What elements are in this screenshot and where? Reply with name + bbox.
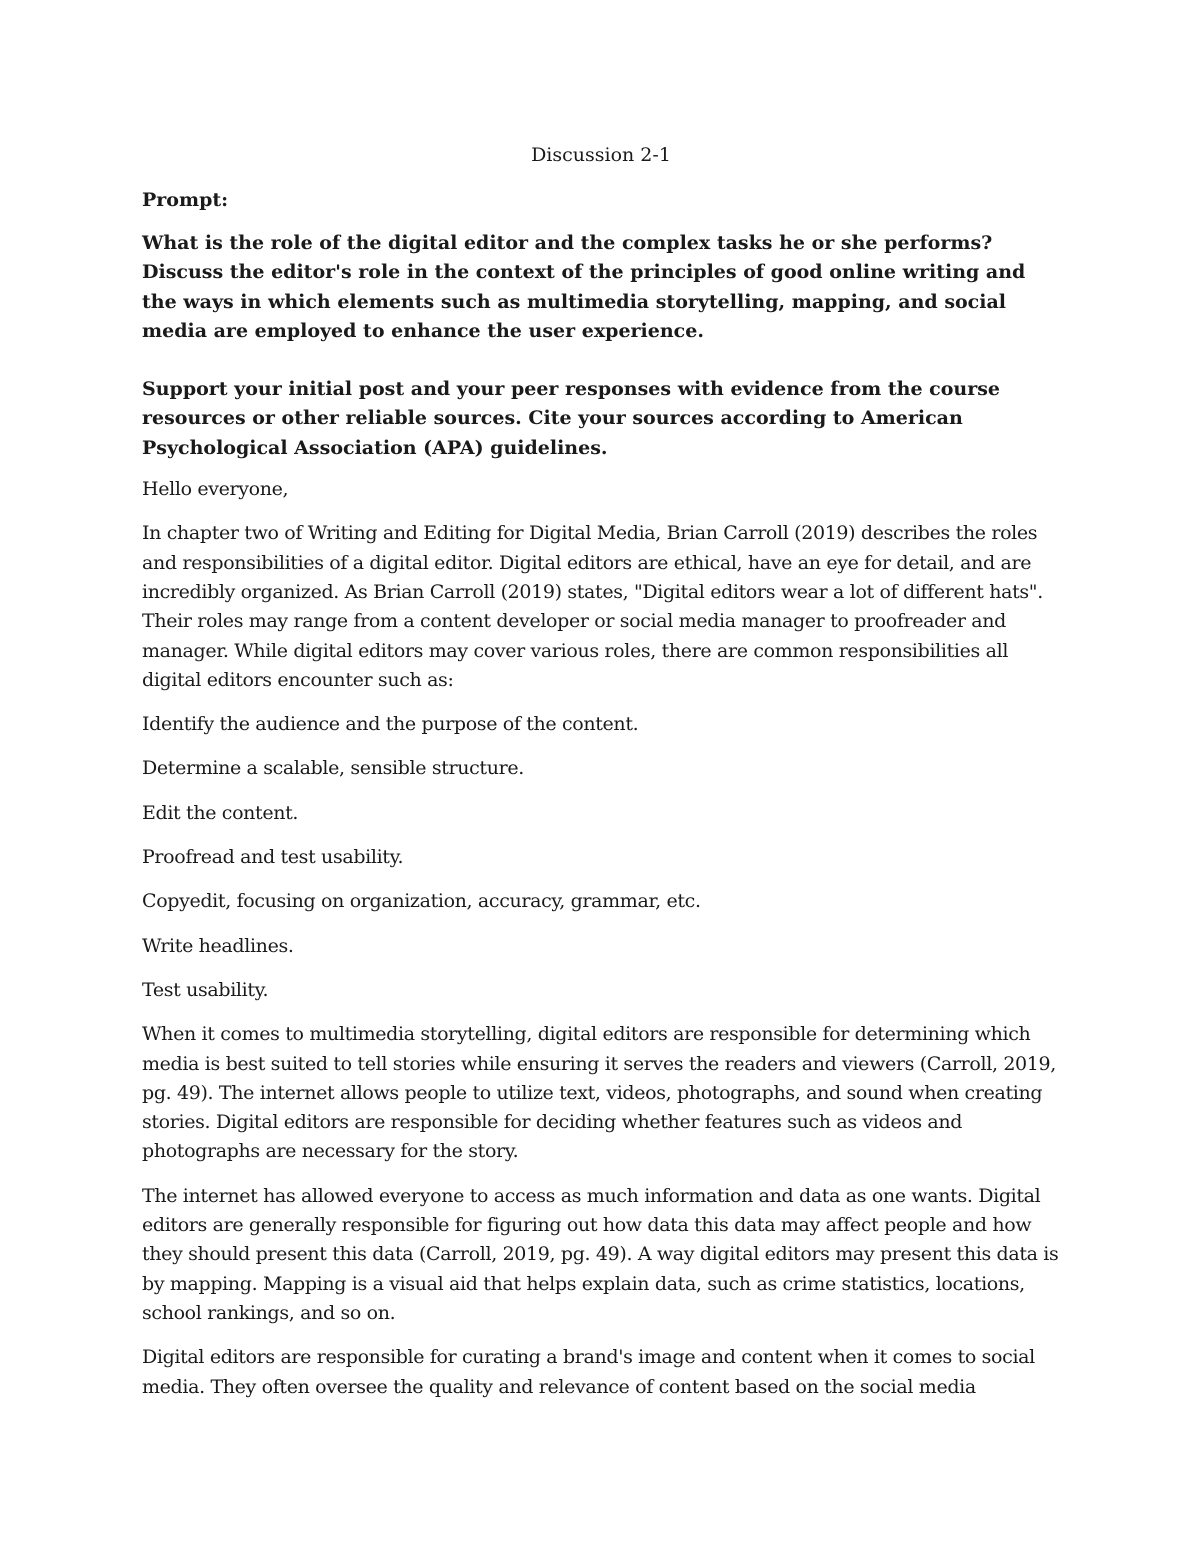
responsibility-item: Test usability.	[142, 978, 269, 1001]
responsibility-item: Identify the audience and the purpose of the content.	[142, 713, 639, 736]
prompt-instructions: Support your initial post and your peer responses with evidence from the course resources or other reliable sources. Cite your sources according to American Psychological Association (APA) guidelines.	[142, 378, 1000, 459]
responsibility-item: Edit the content.	[142, 801, 299, 824]
mapping-paragraph: The internet has allowed everyone to access as much information and data as one wants. Digital editors are generally responsible for figuring out how data this data may affect people and how they should present this data (Carroll, 2019, pg. 49). A way digital editors may present this data is by mapping. Mapping is a visual aid that helps explain data, such as crime statistics, locations, school rankings, and so on.	[142, 1184, 1059, 1324]
prompt-question: What is the role of the digital editor and the complex tasks he or she performs? Discuss the editor's role in the context of the principles of good online writing and the ways in which elements such as multimedia storytelling, mapping, and social media are employed to enhance the user experience.	[142, 232, 1026, 342]
prompt-label: Prompt:	[142, 189, 229, 211]
intro-paragraph: In chapter two of Writing and Editing for Digital Media, Brian Carroll (2019) describes the roles and responsibilities of a digital editor. Digital editors are ethical, have an eye for detail, and are incredibly organized. As Brian Carroll (2019) states, "Digital editors wear a lot of different hats". Their roles may range from a content developer or social media manager to proofreader and manager. While digital editors may cover various roles, there are common responsibilities all digital editors encounter such as:	[142, 522, 1043, 691]
responsibility-item: Determine a scalable, sensible structure.	[142, 757, 524, 780]
document-title: Discussion 2-1	[531, 144, 671, 166]
document-page	[142, 140, 1060, 1417]
responsibility-item: Proofread and test usability.	[142, 846, 404, 869]
multimedia-paragraph: When it comes to multimedia storytelling, digital editors are responsible for determining which media is best suited to tell stories while ensuring it serves the readers and viewers (Carroll, 2019, pg. 49). The internet allows people to utilize text, videos, photographs, and sound when creating stories. Digital editors are responsible for deciding whether features such as videos and photographs are necessary for the story.	[142, 1023, 1056, 1163]
greeting: Hello everyone,	[142, 478, 289, 501]
social-media-paragraph: Digital editors are responsible for curating a brand's image and content when it comes to social media. They often oversee the quality and relevance of content based on the social media	[142, 1346, 1035, 1398]
responsibility-item: Copyedit, focusing on organization, accuracy, grammar, etc.	[142, 890, 701, 913]
responsibility-item: Write headlines.	[142, 934, 294, 957]
